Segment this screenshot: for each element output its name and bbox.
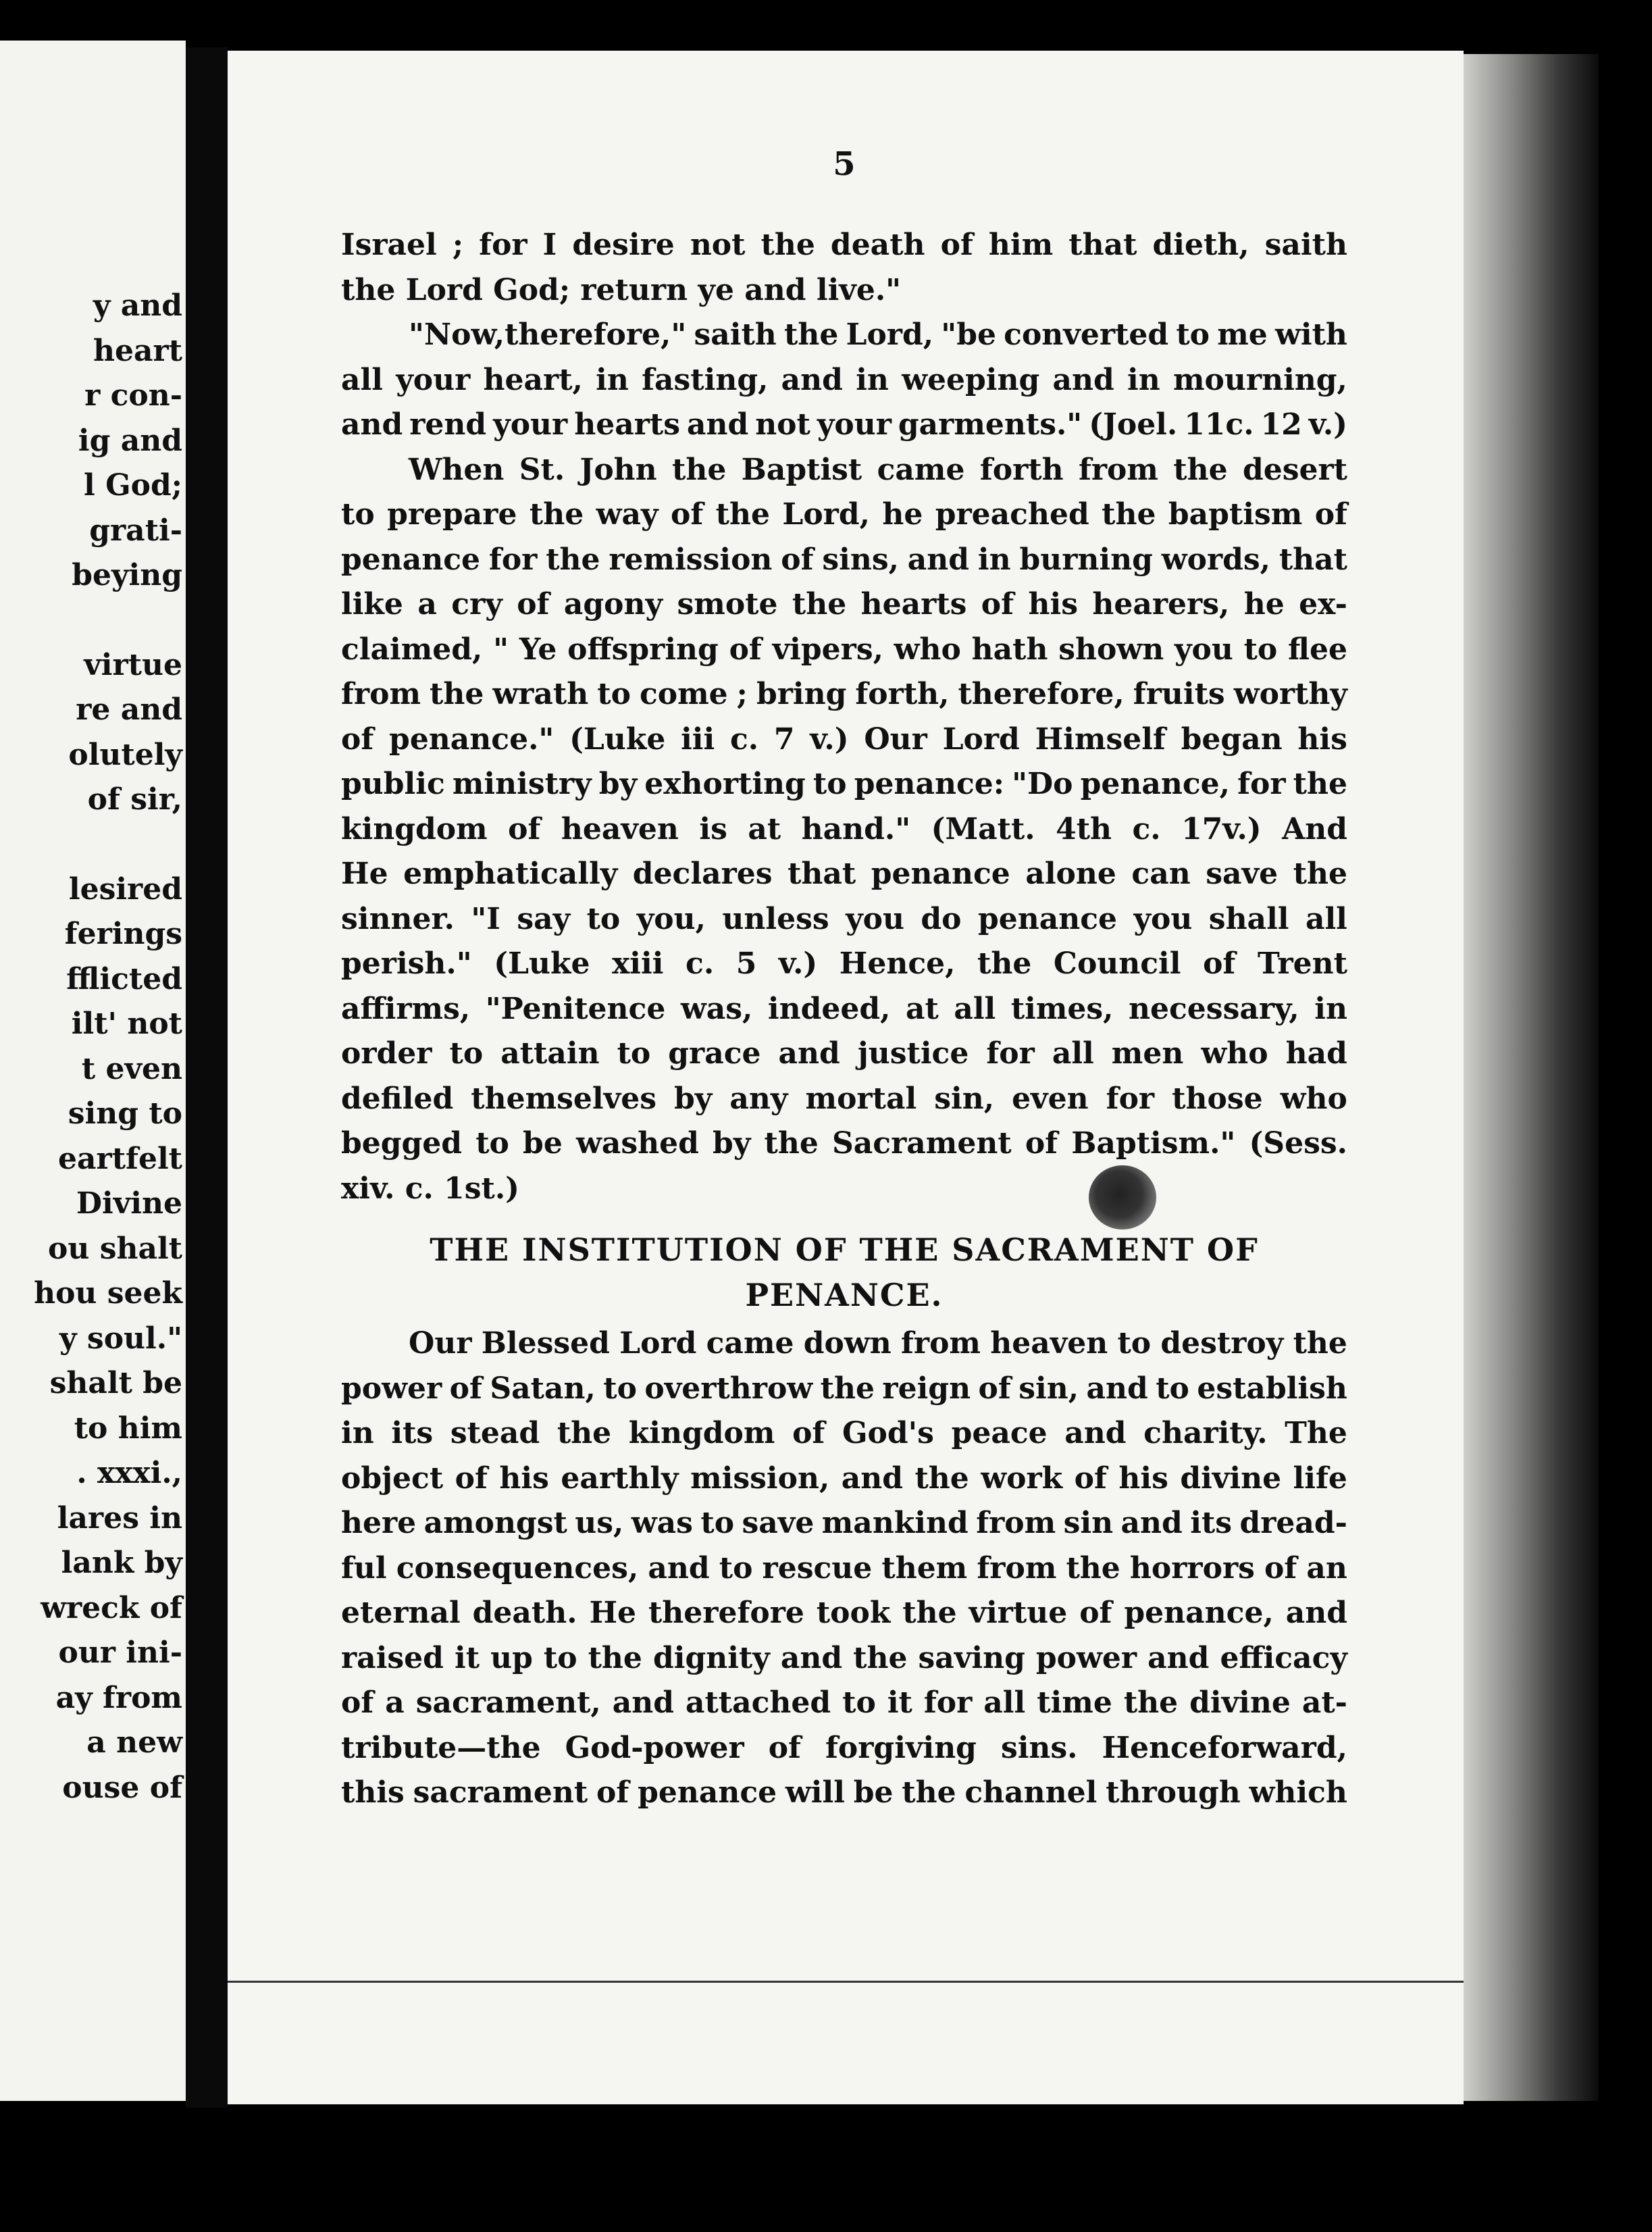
- left-fragment-line: lesired: [68, 871, 182, 907]
- text-line: eternal death. He therefore took the virtue of penance, and: [341, 1596, 1347, 1630]
- text-line: this sacrament of penance will be the channel through which: [341, 1775, 1347, 1810]
- text-line: and rend your hearts and not your garments." (Joel. 11c. 12 v.): [341, 407, 1347, 442]
- text-line: tribute—the God-power of forgiving sins. Henceforward,: [341, 1730, 1347, 1765]
- left-fragment-line: [0, 599, 182, 643]
- left-fragment-line: ouse of: [62, 1770, 182, 1805]
- text-line: xiv. c. 1st.): [341, 1171, 519, 1206]
- left-fragment-line: re and: [76, 692, 182, 727]
- left-page-fragments: [0, 284, 182, 1810]
- text-line: power of Satan, to overthrow the reign of sin, and to establish: [341, 1371, 1347, 1406]
- left-fragment-line: [0, 823, 182, 867]
- left-fragment-line: to him: [74, 1411, 182, 1446]
- left-fragment-line: y and: [93, 288, 182, 323]
- left-fragment-line: virtue: [84, 647, 182, 682]
- text-line: raised it up to the dignity and the saving power and efficacy: [341, 1640, 1347, 1675]
- left-fragment-line: ilt' not: [71, 1007, 182, 1041]
- text-line: "Now,therefore," saith the Lord, "be converted to me with: [409, 318, 1347, 352]
- text-line: kingdom of heaven is at hand." (Matt. 4th c. 17v.) And: [341, 811, 1347, 846]
- left-fragment-line: our ini-: [58, 1635, 182, 1670]
- text-line: begged to be washed by the Sacrament of Baptism." (Sess.: [341, 1126, 1347, 1161]
- text-line: object of his earthly mission, and the work of his divine life: [341, 1461, 1347, 1496]
- page-edge-shadow: [1464, 54, 1599, 2101]
- text-line: claimed, " Ye offspring of vipers, who hath shown you to flee: [341, 632, 1347, 667]
- left-fragment-line: shalt be: [49, 1366, 182, 1400]
- left-fragment-line: t even: [81, 1051, 182, 1086]
- left-fragment-line: Divine: [76, 1186, 182, 1221]
- left-fragment-line: ou shalt: [48, 1231, 182, 1266]
- left-fragment-line: wreck of: [41, 1590, 182, 1625]
- text-line: public ministry by exhorting to penance: "Do penance, for the: [341, 767, 1347, 801]
- left-fragment-line: grati-: [89, 513, 182, 548]
- text-line: affirms, "Penitence was, indeed, at all times, necessary, in: [341, 991, 1347, 1026]
- text-line: When St. John the Baptist came forth from the desert: [409, 452, 1347, 487]
- left-fragment-line: ferings: [64, 917, 182, 951]
- heading-line-1: THE INSTITUTION OF THE SACRAMENT OF: [430, 1232, 1259, 1268]
- text-line: order to attain to grace and justice for all men who had: [341, 1036, 1347, 1071]
- left-fragment-line: r con-: [84, 378, 182, 413]
- ink-stain: [1089, 1165, 1156, 1229]
- text-line: perish." (Luke xiii c. 5 v.) Hence, the Council of Trent: [341, 946, 1347, 981]
- text-line: the Lord God; return ye and live.": [341, 272, 902, 307]
- text-line: Our Blessed Lord came down from heaven to destroy the: [409, 1326, 1347, 1361]
- scan-line: [228, 1981, 1464, 1983]
- text-line: in its stead the kingdom of God's peace and charity. The: [341, 1416, 1347, 1450]
- text-line: of a sacrament, and attached to it for all time the divine at-: [341, 1685, 1347, 1720]
- left-fragment-line: ig and: [78, 423, 182, 458]
- text-line: defiled themselves by any mortal sin, even for those who: [341, 1081, 1347, 1116]
- book-gutter: [186, 47, 228, 2108]
- left-fragment-line: hou seek: [34, 1276, 182, 1311]
- text-line: Israel ; for I desire not the death of him that dieth, saith: [341, 228, 1347, 262]
- left-page: [0, 41, 186, 2101]
- paragraphs-top: [341, 223, 1347, 1211]
- page-text: [341, 223, 1347, 1816]
- page-number: 5: [833, 145, 856, 183]
- text-line: ful consequences, and to rescue them from the horrors of an: [341, 1550, 1347, 1586]
- left-fragment-line: lank by: [61, 1546, 182, 1580]
- left-fragment-line: sing to: [68, 1096, 182, 1131]
- left-fragment-line: lares in: [57, 1500, 182, 1536]
- left-fragment-line: ay from: [55, 1680, 182, 1715]
- text-line: He emphatically declares that penance alone can save the: [341, 857, 1347, 891]
- text-line: like a cry of agony smote the hearts of his hearers, he ex-: [341, 587, 1347, 622]
- left-fragment-line: fflicted: [66, 961, 182, 996]
- text-line: from the wrath to come ; bring forth, therefore, fruits worthy: [341, 677, 1347, 711]
- text-line: to prepare the way of the Lord, he preached the baptism of: [341, 497, 1347, 532]
- text-line: sinner. "I say to you, unless you do penance you shall all: [341, 901, 1347, 936]
- left-fragment-line: olutely: [68, 737, 182, 772]
- paragraphs-bottom: [341, 1321, 1347, 1816]
- left-fragment-line: y soul.": [59, 1321, 182, 1356]
- left-fragment-line: eartfelt: [58, 1141, 182, 1176]
- left-fragment-line: beying: [72, 558, 182, 592]
- section-heading: [341, 1227, 1347, 1317]
- left-fragment-line: heart: [93, 333, 182, 368]
- heading-line-2: PENANCE.: [745, 1276, 944, 1313]
- left-fragment-line: a new: [86, 1725, 182, 1760]
- left-fragment-line: of sir,: [87, 782, 182, 817]
- text-line: all your heart, in fasting, and in weeping and in mourning,: [341, 362, 1347, 397]
- left-fragment-line: . xxxi.,: [76, 1456, 182, 1490]
- text-line: penance for the remission of sins, and in burning words, that: [341, 542, 1347, 577]
- text-line: here amongst us, was to save mankind from sin and its dread-: [341, 1506, 1347, 1540]
- text-line: of penance." (Luke iii c. 7 v.) Our Lord Himself began his: [341, 721, 1347, 757]
- left-fragment-line: l God;: [84, 468, 182, 503]
